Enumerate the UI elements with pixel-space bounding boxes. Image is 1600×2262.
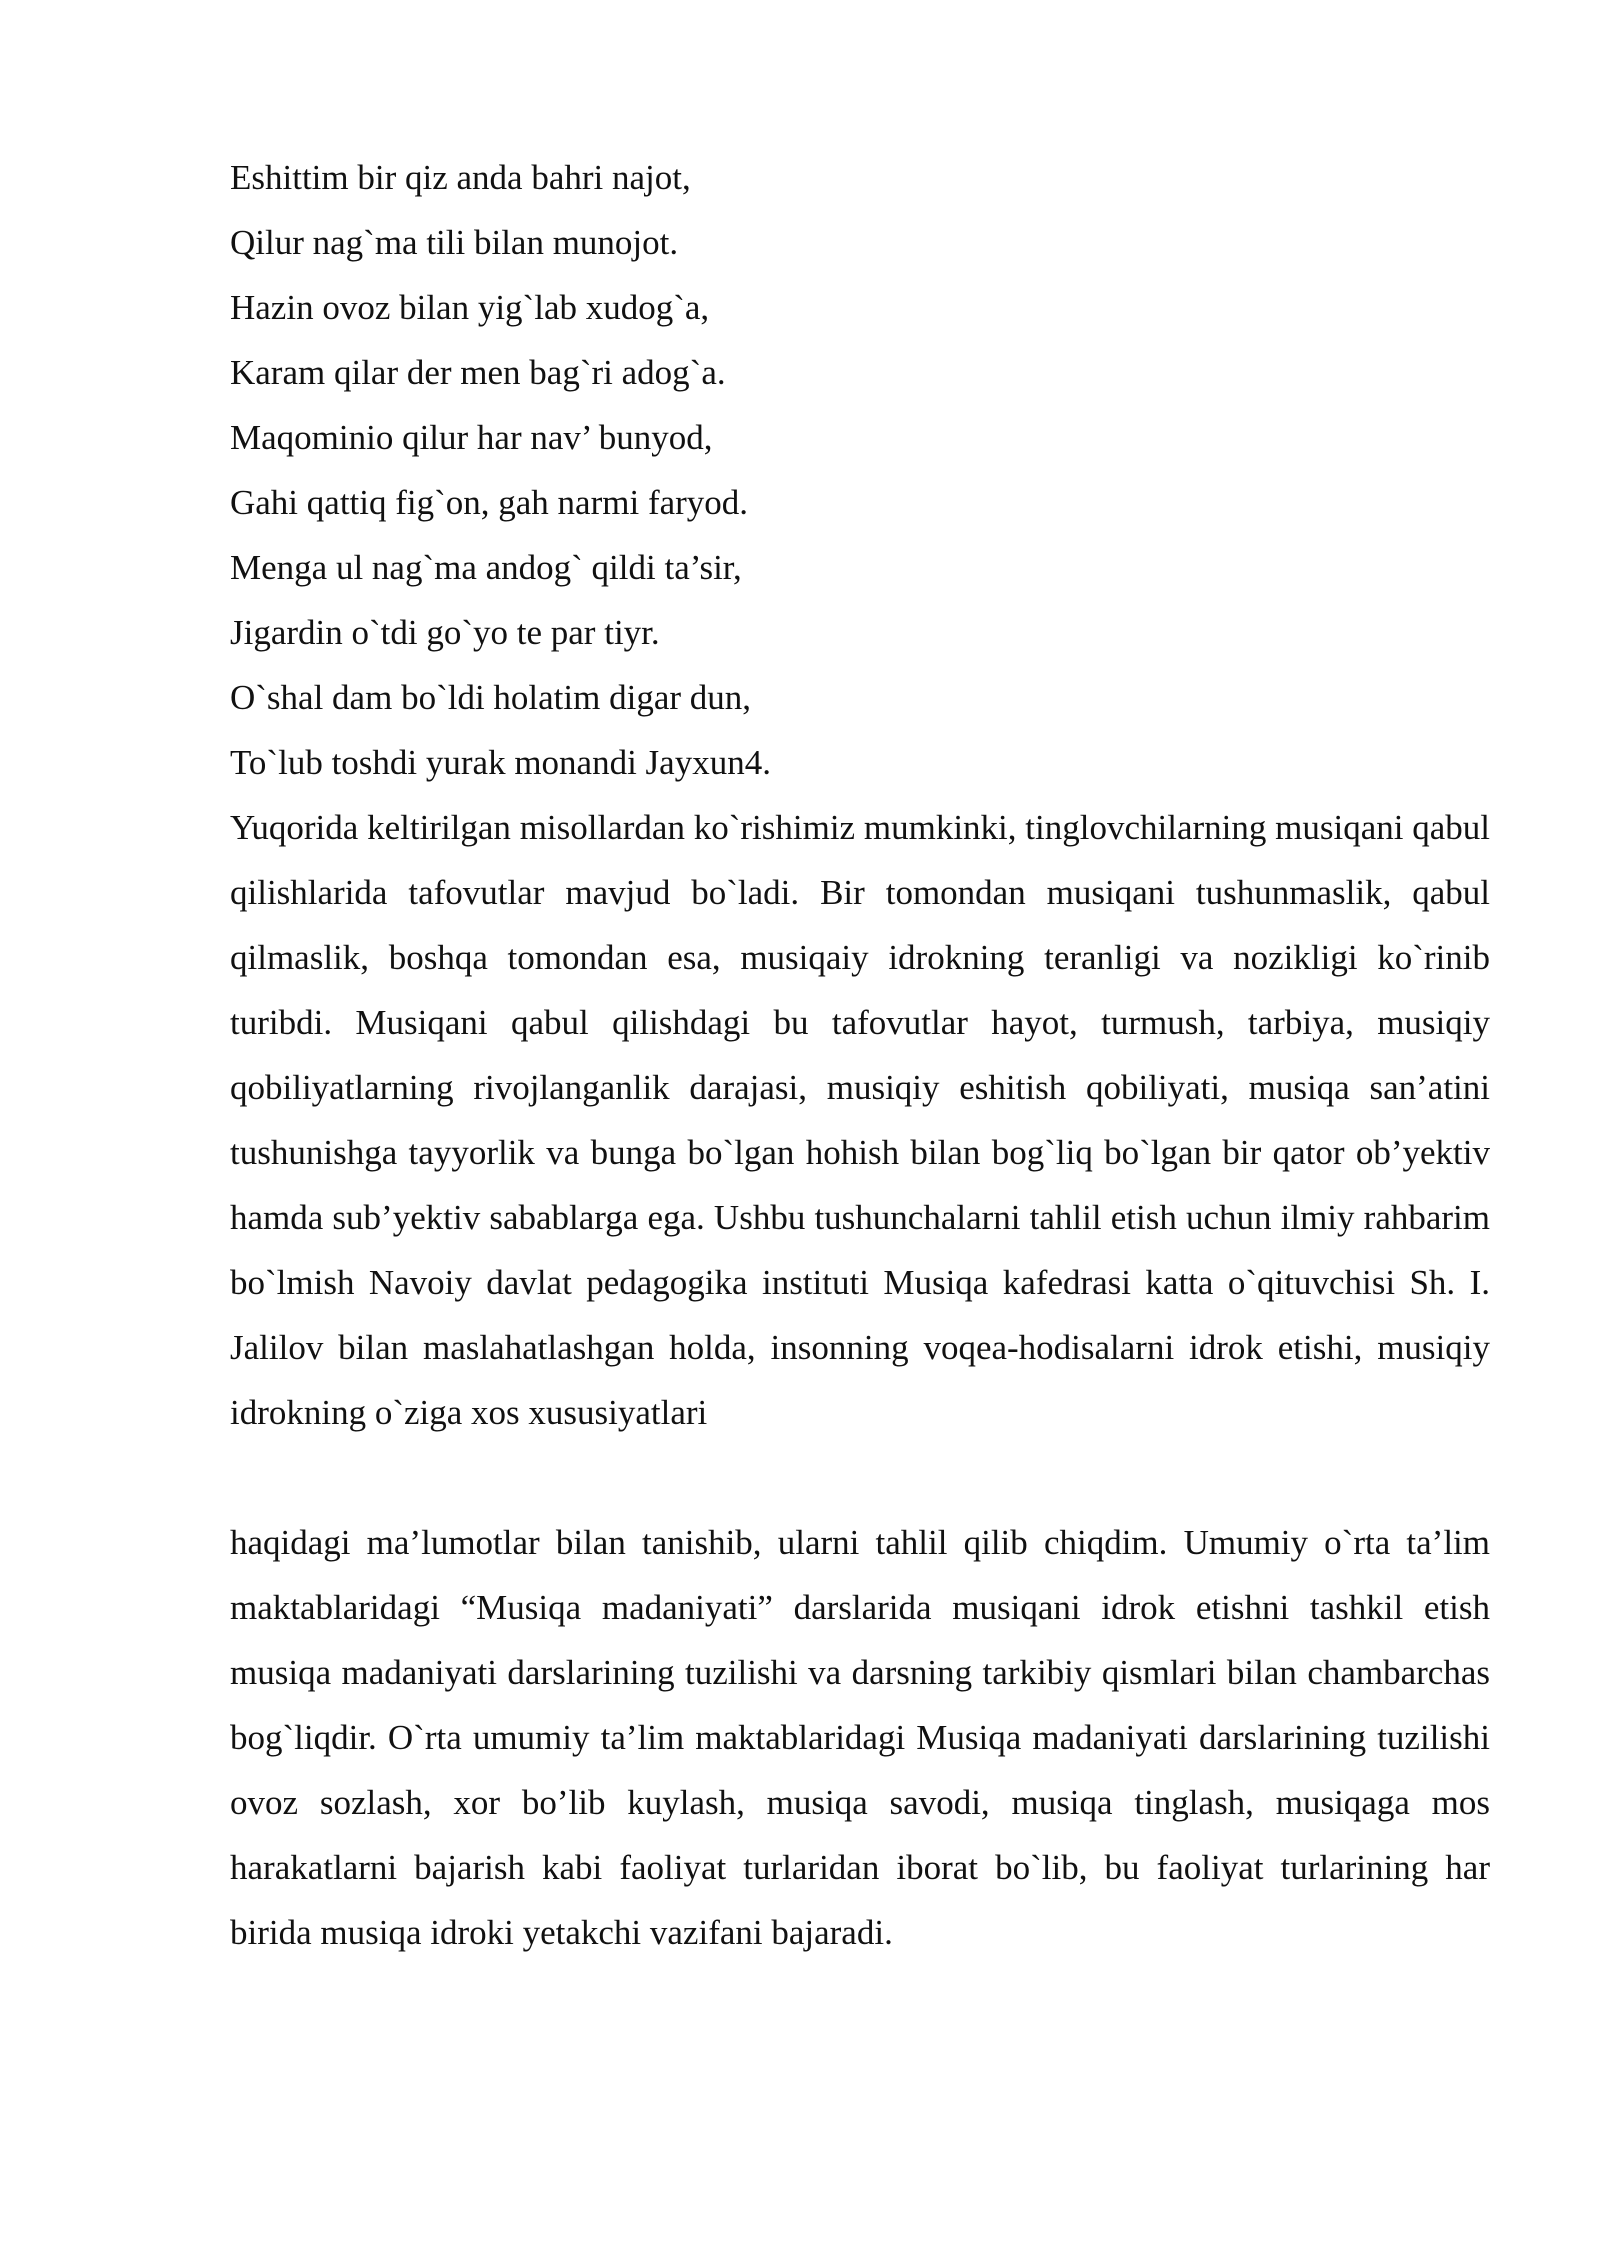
- poem-line: To`lub toshdi yurak monandi Jayxun4.: [230, 743, 771, 782]
- poem-block: [230, 145, 1490, 795]
- poem-line: Hazin ovoz bilan yig`lab xudog`a,: [230, 288, 710, 327]
- paragraph-spacer: [230, 1445, 1490, 1510]
- poem-line: Maqominio qilur har nav’ bunyod,: [230, 418, 713, 457]
- poem-line: Qilur nag`ma tili bilan munojot.: [230, 223, 679, 262]
- poem-line: Jigardin o`tdi go`yo te par tiyr.: [230, 613, 660, 652]
- poem-line: Menga ul nag`ma andog` qildi ta’sir,: [230, 548, 742, 587]
- body-paragraph: Yuqorida keltirilgan misollardan ko`rishimiz mumkinki, tinglovchilarning musiqani qabul qilishlarida tafovutlar mavjud bo`ladi. Bir tomondan musiqani tushunmaslik, qabul qilmaslik, boshqa tomondan esa, musiqaiy idrokning teranligi va nozikligi ko`rinib turibdi. Musiqani qabul qilishdagi bu tafovutlar hayot, turmush, tarbiya, musiqiy qobiliyatlarning rivojlanganlik darajasi, musiqiy eshitish qobiliyati, musiqa san’atini tushunishga tayyorlik va bunga bo`lgan hohish bilan bog`liq bo`lgan bir qator ob’yektiv hamda sub’yektiv sabablarga ega. Ushbu tushunchalarni tahlil etish uchun ilmiy rahbarim bo`lmish Navoiy davlat pedagogika instituti Musiqa kafedrasi katta o`qituvchisi Sh. I. Jalilov bilan maslahatlashgan holda, insonning voqea-hodisalarni idrok etishi, musiqiy idrokning o`ziga xos xususiyatlari: [230, 808, 1490, 1432]
- poem-line: Eshittim bir qiz anda bahri najot,: [230, 158, 691, 197]
- poem-line: O`shal dam bo`ldi holatim digar dun,: [230, 678, 752, 717]
- body-paragraph: haqidagi ma’lumotlar bilan tanishib, ularni tahlil qilib chiqdim. Umumiy o`rta ta’lim maktablaridagi “Musiqa madaniyati” darslarida musiqani idrok etishni tashkil etish musiqa madaniyati darslarining tuzilishi va darsning tarkibiy qismlari bilan chambarchas bog`liqdir. O`rta umumiy ta’lim maktablaridagi Musiqa madaniyati darslarining tuzilishi ovoz sozlash, xor bo’lib kuylash, musiqa savodi, musiqa tinglash, musiqaga mos harakatlarni bajarish kabi faoliyat turlaridan iborat bo`lib, bu faoliyat turlarining har birida musiqa idroki yetakchi vazifani bajaradi.: [230, 1523, 1490, 1952]
- poem-line: Karam qilar der men bag`ri adog`a.: [230, 353, 726, 392]
- document-body: [230, 145, 1490, 1965]
- poem-line: Gahi qattiq fig`on, gah narmi faryod.: [230, 483, 749, 522]
